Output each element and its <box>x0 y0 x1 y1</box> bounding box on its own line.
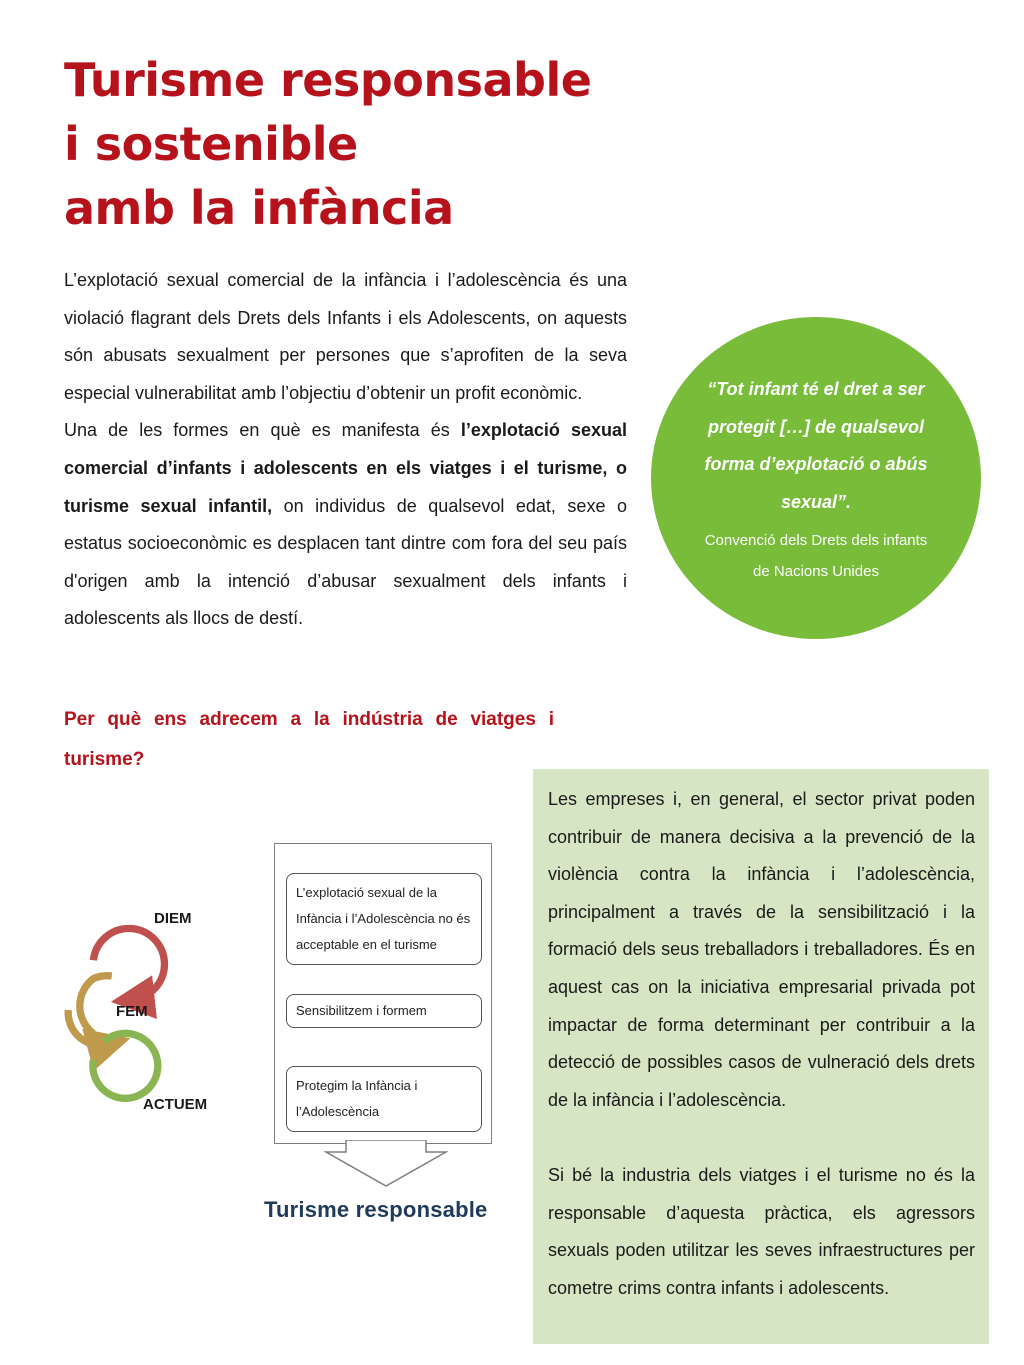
diagram-result-label: Turisme responsable <box>264 1197 488 1222</box>
quote-text: “Tot infant té el dret a ser protegit […] de qualsevol forma d’explotació o abús sexual”. <box>704 379 928 512</box>
paragraph-gap <box>548 1119 975 1157</box>
page-title <box>64 48 664 240</box>
quote-source: Convenció dels Drets dels infants de Nacions Unides <box>704 532 928 581</box>
title-line-3: amb la infància <box>64 181 454 235</box>
intro-paragraph-2 <box>64 412 627 638</box>
intro-p2-start: Una de les formes en què es manifesta és <box>64 420 461 441</box>
intro-p2-end: on individus de qualsevol edat, sexe o estatus socioeconòmic es desplacen tant dintre com fora del seu país d'origen amb la intenció d’abusar sexualment dels infants i adolescents als llocs de destí. <box>64 495 627 629</box>
diem-arrow <box>93 928 164 999</box>
intro-paragraph-1: L’explotació sexual comercial de la infància i l’adolescència és una violació flagrant dels Drets dels Infants i els Adolescents, on aquests són abusats sexualment per persones que s’aprofiten de la seva especial vulnerabilitat amb l’objectiu d’obtenir un profit econòmic. <box>64 270 627 403</box>
section-heading: Per què ens adrecem a la indústria de viatges i turisme? <box>64 709 554 770</box>
process-step-2: Sensibilitzem i formem <box>286 994 482 1028</box>
sidebar-paragraph-2: Si bé la industria dels viatges i el turisme no és la responsable d’aquesta pràctica, els agressors sexuals poden utilitzar les seves infraestructures per cometre crims contra infants i adolescents. <box>548 1164 975 1298</box>
quote-circle <box>651 317 981 639</box>
cycle-label-actuem: ACTUEM <box>143 1096 208 1113</box>
intro-text <box>64 262 627 638</box>
process-step-3: Protegim la Infància i l’Adolescència <box>286 1066 482 1132</box>
title-line-2: i sostenible <box>64 117 358 171</box>
info-sidebar <box>533 769 989 1344</box>
cycle-diagram <box>62 840 282 1180</box>
cycle-label-fem: FEM <box>116 1003 148 1020</box>
down-arrow-icon <box>324 1140 448 1188</box>
process-step-1: L’explotació sexual de la Infància i l’Adolescència no és acceptable en el turisme <box>286 873 482 965</box>
intro-p2-emphasis: l’explotació sexual comercial d’infants i adolescents en els viatges i el turisme, o turisme sexual infantil, <box>64 420 627 516</box>
process-panel <box>274 843 492 1144</box>
title-line-1: Turisme responsable <box>64 53 592 107</box>
sidebar-paragraph-1: Les empreses i, en general, el sector privat poden contribuir de manera decisiva a la prevenció de la violència contra la infància i l’adolescència, principalment a través de la sensibilització i la formació dels seus treballadors i treballadores. És en aquest cas on la iniciativa empresarial privada pot impactar de forma determinant per contribuir a la detecció de possibles casos de vulneració dels drets de la infància i l’adolescència. <box>548 789 975 1110</box>
fem-arrow <box>80 976 112 1034</box>
cycle-label-diem: DIEM <box>154 910 192 927</box>
